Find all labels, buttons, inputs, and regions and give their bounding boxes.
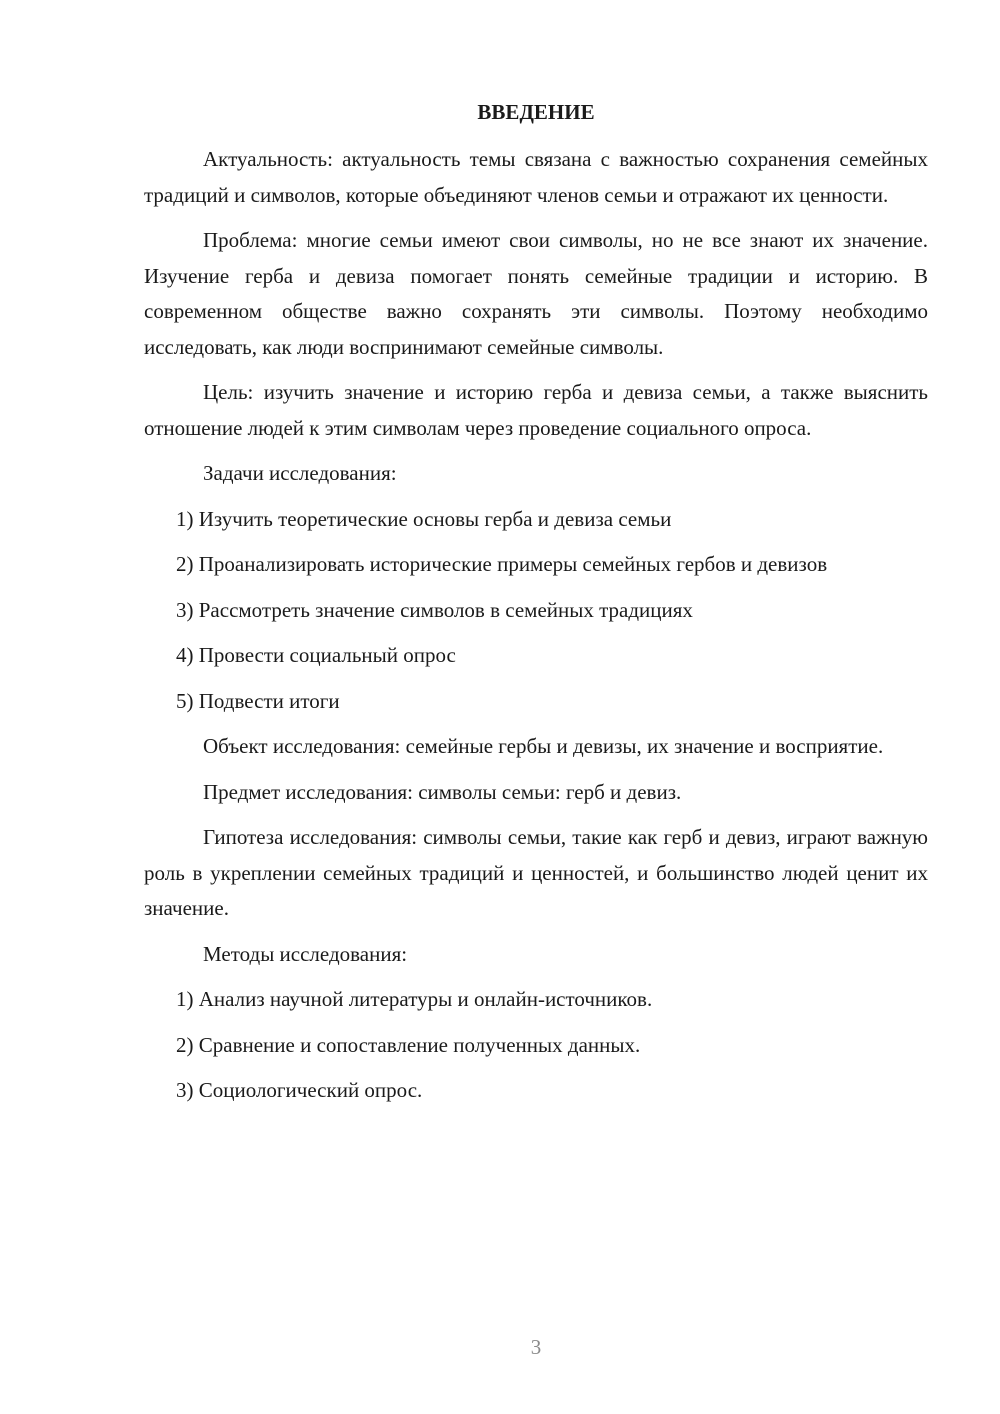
problem-paragraph: Проблема: многие семьи имеют свои символы, но не все знают их значение. Изучение герба и девиза помогает понять семейные традиции и историю. В современном обществе важно сохранять эти символы. Поэтому необходимо исследовать, как люди воспринимают семейные символы. xyxy=(144,228,928,359)
section-heading: ВВЕДЕНИЕ xyxy=(477,100,595,124)
task-item-5: 5) Подвести итоги xyxy=(176,688,340,713)
task-item-4: 4) Провести социальный опрос xyxy=(176,643,456,667)
method-item-2: 2) Сравнение и сопоставление полученных данных. xyxy=(176,1032,641,1057)
relevance-paragraph: Актуальность: актуальность темы связана с важностью сохранения семейных традиций и символов, которые объединяют членов семьи и отражают их ценности. xyxy=(144,147,928,207)
document-page xyxy=(144,0,928,1414)
tasks-title: Задачи исследования: xyxy=(203,461,397,485)
method-item-3: 3) Социологический опрос. xyxy=(176,1078,423,1102)
document-body xyxy=(144,142,928,1119)
task-item-2: 2) Проанализировать исторические примеры семейных гербов и девизов xyxy=(176,552,828,576)
method-item-1: 1) Анализ научной литературы и онлайн-источников. xyxy=(176,987,653,1011)
hypothesis-paragraph: Гипотеза исследования: символы семьи, такие как герб и девиз, играют важную роль в укреплении семейных традиций и ценностей, и большинство людей ценит их значение. xyxy=(144,825,928,920)
subject-paragraph: Предмет исследования: символы семьи: герб и девиз. xyxy=(203,779,682,804)
task-item-1: 1) Изучить теоретические основы герба и девиза семьи xyxy=(176,506,672,531)
methods-title: Методы исследования: xyxy=(203,941,408,966)
goal-paragraph: Цель: изучить значение и историю герба и девиза семьи, а также выяснить отношение людей к этим символам через проведение социального опроса. xyxy=(144,380,928,440)
page-number: 3 xyxy=(530,1335,542,1359)
task-item-3: 3) Рассмотреть значение символов в семейных традициях xyxy=(176,597,693,622)
object-paragraph: Объект исследования: семейные гербы и девизы, их значение и восприятие. xyxy=(203,734,884,758)
